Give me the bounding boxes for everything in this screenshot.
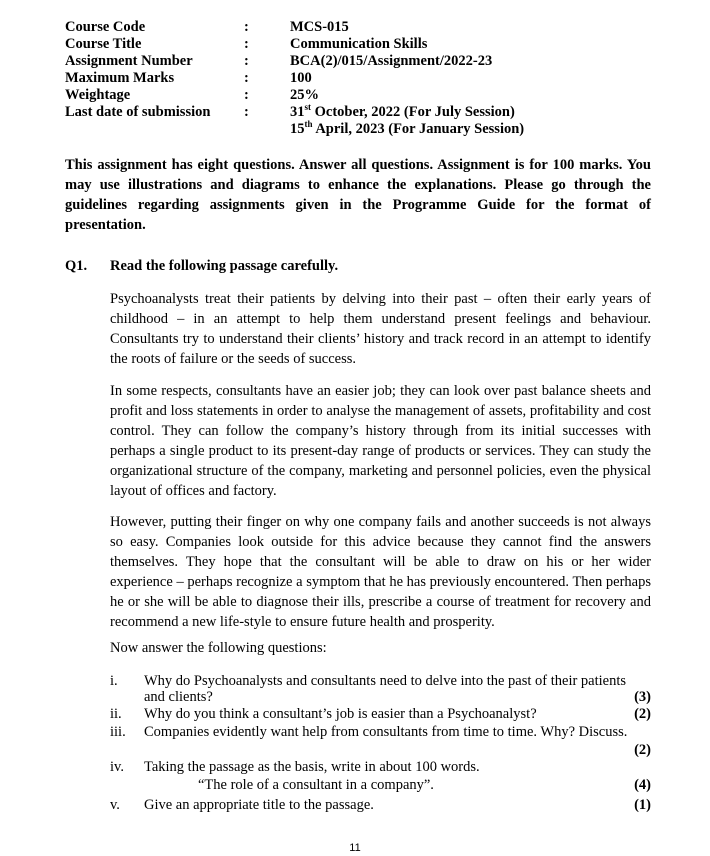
subquestion-text: Why do you think a consultant’s job is easier than a Psychoanalyst? xyxy=(144,706,537,722)
subquestion-number: i. xyxy=(110,673,118,689)
subquestion-marks: (4) xyxy=(634,777,651,793)
subquestion-text: Give an appropriate title to the passage. xyxy=(144,797,374,813)
subquestion-number: v. xyxy=(110,797,120,813)
maximum-marks-label: Maximum Marks xyxy=(65,70,175,86)
colon: : xyxy=(244,19,249,35)
submission-date-july: 31st October, 2022 (For July Session) xyxy=(290,102,515,120)
question-title: Read the following passage carefully. xyxy=(110,258,339,274)
subquestion-marks: (2) xyxy=(634,742,651,758)
subquestion-text: Taking the passage as the basis, write in about 100 words. xyxy=(144,759,480,775)
course-code-value: MCS-015 xyxy=(290,19,349,35)
subquestion-number: iv. xyxy=(110,759,124,775)
weightage-label: Weightage xyxy=(65,87,131,103)
subquestion-text-continued: and clients? xyxy=(144,689,213,705)
subquestion-text-continued: “The role of a consultant in a company”. xyxy=(198,777,434,793)
subquestion-marks: (1) xyxy=(634,797,651,813)
answer-prompt: Now answer the following questions: xyxy=(110,640,327,656)
maximum-marks-value: 100 xyxy=(290,70,312,86)
assignment-number-value: BCA(2)/015/Assignment/2022-23 xyxy=(290,53,493,69)
colon: : xyxy=(244,70,249,86)
course-code-label: Course Code xyxy=(65,19,146,35)
course-title-label: Course Title xyxy=(65,36,142,52)
subquestion-marks: (3) xyxy=(634,689,651,705)
passage-paragraph-3: However, putting their finger on why one company fails and another succeeds is not always so easy. Companies look outside for this advice because they cannot find the answers themselves. They hope that the consultant will be able to draw on his or her wider experience – perhaps recognize a symptom that he has previously encountered. Then perhaps he or she will be able to diagnose their ills, prescribe a course of treatment for recovery and recommend a new life-style to ensure future health and prosperity. xyxy=(110,514,651,630)
colon: : xyxy=(244,36,249,52)
passage-paragraph-1: Psychoanalysts treat their patients by delving into their past – often their early years of childhood – in an attempt to help them understand present feelings and behaviour. Consultants try to understand their clients’ history and track record in an attempt to identify the roots of failure or the seeds of success. xyxy=(110,291,651,367)
passage-paragraph-2: In some respects, consultants have an easier job; they can look over past balance sheets and profit and loss statements in order to analyse the management of assets, profitability and cost control. They can follow the company’s history through from its initial successes with perhaps a single product to its present-day range of products or services. They can study the organizational structure of the company, marketing and personnel policies, even the physical layout of offices and factory. xyxy=(110,383,651,499)
subquestion-text: Companies evidently want help from consultants from time to time. Why? Discuss. xyxy=(144,724,628,740)
submission-date-label: Last date of submission xyxy=(65,104,211,120)
subquestion-number: iii. xyxy=(110,724,126,740)
weightage-value: 25% xyxy=(290,87,319,103)
question-number: Q1. xyxy=(65,258,88,274)
subquestion-text: Why do Psychoanalysts and consultants need to delve into the past of their patients xyxy=(144,673,627,689)
colon: : xyxy=(244,87,249,103)
course-title-value: Communication Skills xyxy=(290,36,428,52)
subquestion-marks: (2) xyxy=(634,706,651,722)
assignment-instructions: This assignment has eight questions. Answer all questions. Assignment is for 100 marks. You may use illustrations and diagrams to enhance the explanations. Please go through the guidelines regarding assignments given in the Programme Guide for the format of presentation. xyxy=(65,157,651,233)
colon: : xyxy=(244,53,249,69)
subquestion-number: ii. xyxy=(110,706,122,722)
colon: : xyxy=(244,104,249,120)
submission-date-january: 15th April, 2023 (For January Session) xyxy=(290,119,525,137)
assignment-number-label: Assignment Number xyxy=(65,53,193,69)
page-number: 11 xyxy=(349,842,361,854)
